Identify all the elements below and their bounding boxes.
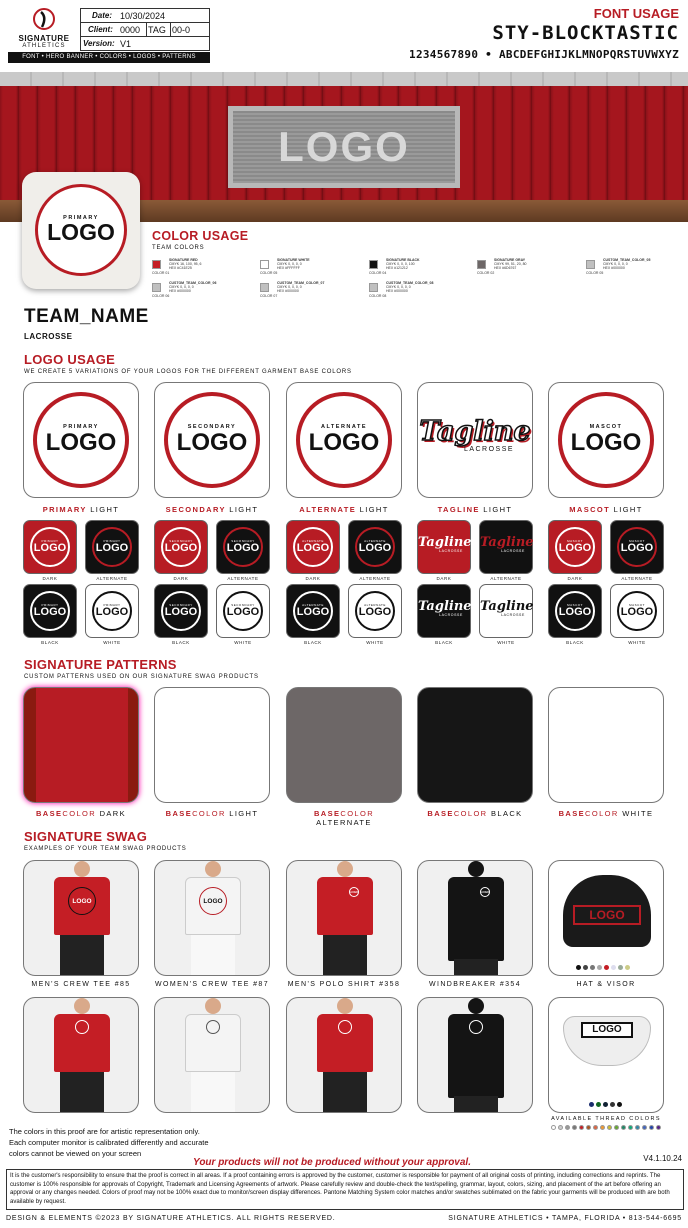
color-code: COLOR 05 bbox=[260, 271, 278, 275]
color-hex: HEX #121212 bbox=[386, 266, 408, 270]
thread-color-dot bbox=[607, 1125, 612, 1130]
tagline-mini: Tagline LACROSSE bbox=[480, 599, 534, 617]
pattern-label: BASECOLOR LIGHT bbox=[165, 809, 259, 818]
color-swatch bbox=[586, 260, 595, 269]
logo-variant-tile bbox=[23, 584, 77, 638]
thread-color-dot bbox=[579, 1125, 584, 1130]
company-address: SIGNATURE ATHLETICS • TAMPA, FLORIDA • 813-544-6695 bbox=[448, 1215, 682, 1222]
mini-logo: SECONDARY LOGO bbox=[223, 591, 263, 631]
pattern-swatch bbox=[154, 687, 270, 803]
shirt-logo: LOGO bbox=[480, 887, 490, 897]
model-pants bbox=[191, 1072, 235, 1113]
tagline-logo bbox=[418, 418, 532, 453]
color-name: SIGNATURE WHITE bbox=[277, 258, 310, 262]
logo-card bbox=[154, 382, 270, 498]
swag-product-image bbox=[417, 997, 533, 1113]
brand-name: SIGNATURE bbox=[18, 34, 70, 43]
logo-variation-label: ALTERNATE LIGHT bbox=[299, 505, 389, 514]
pattern-label: BASECOLOR DARK bbox=[35, 809, 127, 818]
shirt-logo: LOGO bbox=[349, 887, 359, 897]
logo-variation-label: SECONDARY LIGHT bbox=[165, 505, 259, 514]
thread-dot bbox=[611, 965, 616, 970]
logo-variant-tile bbox=[610, 520, 664, 574]
thread-dot bbox=[590, 965, 595, 970]
pattern-label: BASECOLOR BLACK bbox=[427, 809, 523, 818]
swag-product-image bbox=[23, 860, 139, 976]
thread-dot bbox=[583, 965, 588, 970]
logo-variation-label: TAGLINE LIGHT bbox=[437, 505, 513, 514]
mini-logo: PRIMARY LOGO bbox=[30, 591, 70, 631]
mini-logo: ALTERNATE LOGO bbox=[293, 591, 333, 631]
pattern-swatch bbox=[23, 687, 139, 803]
color-hex: HEX #C41E25 bbox=[169, 266, 192, 270]
color-code: COLOR 01 bbox=[152, 271, 170, 275]
footer-note-2: Each computer monitor is calibrated differently and accurate bbox=[9, 1138, 209, 1147]
thread-dot bbox=[610, 1102, 615, 1107]
logo-variant-tile bbox=[85, 520, 139, 574]
logo-circle bbox=[33, 392, 129, 488]
pattern-swatch bbox=[417, 687, 533, 803]
logo-circle bbox=[296, 392, 392, 488]
proof-info-box bbox=[80, 8, 210, 51]
thread-color-dot bbox=[642, 1125, 647, 1130]
tile-label: BLACK bbox=[566, 640, 584, 645]
logo-text: LOGO bbox=[308, 428, 380, 456]
color-hex: HEX #000000 bbox=[277, 289, 299, 293]
team-sport: LACROSSE bbox=[24, 332, 73, 341]
thread-dot bbox=[589, 1102, 594, 1107]
thread-color-dot bbox=[586, 1125, 591, 1130]
date-label: Date: bbox=[92, 11, 113, 20]
color-swatch bbox=[152, 260, 161, 269]
color-name: CUSTOM_TEAM_COLOR_08 bbox=[386, 281, 434, 285]
logo-variation-label: PRIMARY LIGHT bbox=[42, 505, 120, 514]
footer-note-1: The colors in this proof are for artistic representation only. bbox=[9, 1127, 200, 1136]
logo-variant-tile bbox=[348, 520, 402, 574]
patterns-sub: CUSTOM PATTERNS USED ON OUR SIGNATURE SWAG PRODUCTS bbox=[24, 674, 259, 680]
model-pants bbox=[454, 959, 498, 976]
thread-dot bbox=[603, 1102, 608, 1107]
color-info: CMYK 0, 0, 0, 100 bbox=[386, 262, 415, 266]
thread-color-dot bbox=[614, 1125, 619, 1130]
thread-color-dot bbox=[621, 1125, 626, 1130]
thread-color-dot bbox=[600, 1125, 605, 1130]
footer-note-3: colors cannot be viewed on your screen bbox=[9, 1149, 142, 1158]
color-hex: HEX #FFFFFF bbox=[277, 266, 300, 270]
tile-label: DARK bbox=[436, 576, 452, 581]
mini-logo: PRIMARY LOGO bbox=[92, 591, 132, 631]
logo-variation-label: MASCOT LIGHT bbox=[569, 505, 643, 514]
copyright: DESIGN & ELEMENTS ©2023 BY SIGNATURE ATHLETICS. ALL RIGHTS RESERVED. bbox=[6, 1215, 336, 1222]
tile-label: WHITE bbox=[103, 640, 121, 645]
model-head bbox=[468, 998, 484, 1014]
logo-variant-tile bbox=[154, 520, 208, 574]
nav-bar: FONT • HERO BANNER • COLORS • LOGOS • PATTERNS bbox=[8, 52, 210, 63]
model-head bbox=[337, 998, 353, 1014]
logo-circle bbox=[558, 392, 654, 488]
client-value: 0000 bbox=[120, 25, 141, 35]
model-pants bbox=[191, 935, 235, 976]
color-hex: HEX #000000 bbox=[603, 266, 625, 270]
color-swatch bbox=[369, 283, 378, 292]
model-head bbox=[74, 861, 90, 877]
model-head bbox=[337, 861, 353, 877]
header bbox=[0, 0, 688, 66]
color-name: SIGNATURE BLACK bbox=[386, 258, 420, 262]
date-value: 10/30/2024 bbox=[120, 11, 166, 21]
tile-label: ALTERNATE bbox=[96, 576, 128, 581]
logo-usage-title: LOGO USAGE bbox=[24, 352, 116, 367]
shirt-back-logo bbox=[338, 1020, 352, 1034]
thread-color-dot bbox=[628, 1125, 633, 1130]
thread-color-dot bbox=[572, 1125, 577, 1130]
thread-color-dot bbox=[565, 1125, 570, 1130]
swag-label: MEN'S POLO SHIRT #358 bbox=[287, 981, 401, 988]
shirt-back-logo bbox=[469, 1020, 483, 1034]
thread-color-dot bbox=[635, 1125, 640, 1130]
client-tag: TAG bbox=[148, 25, 166, 35]
hero-primary-logo: LOGO bbox=[47, 219, 115, 246]
swag-product-image bbox=[154, 997, 270, 1113]
font-name: STY-BLOCKTASTIC bbox=[492, 22, 679, 44]
logo-variant-tile bbox=[216, 520, 270, 574]
tile-label: ALTERNATE bbox=[490, 576, 522, 581]
swag-product-image bbox=[417, 860, 533, 976]
logo-text: LOGO bbox=[176, 428, 248, 456]
visor-logo-patch: LOGO bbox=[581, 1022, 633, 1038]
version-value: V1 bbox=[120, 39, 132, 49]
model-head bbox=[468, 861, 484, 877]
mini-logo: PRIMARY LOGO bbox=[30, 527, 70, 567]
mini-logo: SECONDARY LOGO bbox=[223, 527, 263, 567]
logo-variant-tile bbox=[286, 584, 340, 638]
font-usage-title: FONT USAGE bbox=[593, 6, 679, 21]
tile-label: WHITE bbox=[497, 640, 515, 645]
color-name: CUSTOM_TEAM_COLOR_06 bbox=[169, 281, 217, 285]
thread-dot bbox=[576, 965, 581, 970]
model-head bbox=[205, 998, 221, 1014]
tile-label: DARK bbox=[173, 576, 189, 581]
tile-label: DARK bbox=[42, 576, 58, 581]
swag-label: WINDBREAKER #354 bbox=[428, 981, 522, 988]
brand-logo-icon bbox=[33, 7, 55, 33]
logo-variant-tile bbox=[479, 520, 533, 574]
mini-logo: ALTERNATE LOGO bbox=[355, 591, 395, 631]
tile-label: ALTERNATE bbox=[227, 576, 259, 581]
color-name: CUSTOM_TEAM_COLOR_05 bbox=[603, 258, 651, 262]
mini-logo: MASCOT LOGO bbox=[617, 591, 657, 631]
color-info: CMYK 0, 0, 0, 0 bbox=[169, 285, 194, 289]
color-code: COLOR 06 bbox=[152, 294, 170, 298]
color-code: COLOR 08 bbox=[369, 294, 387, 298]
swag-label: HAT & VISOR bbox=[576, 981, 636, 988]
swag-sub: EXAMPLES OF YOUR TEAM SWAG PRODUCTS bbox=[24, 846, 187, 852]
swag-product-image bbox=[23, 997, 139, 1113]
model-shirt bbox=[448, 877, 504, 961]
tile-label: BLACK bbox=[304, 640, 322, 645]
tile-label: ALTERNATE bbox=[621, 576, 653, 581]
color-swatch bbox=[477, 260, 486, 269]
shirt-back-logo bbox=[75, 1020, 89, 1034]
doc-version: V4.1.10.24 bbox=[643, 1154, 682, 1163]
color-name: SIGNATURE GRAY bbox=[494, 258, 526, 262]
logo-small-label: MASCOT bbox=[589, 424, 623, 431]
pattern-swatch bbox=[286, 687, 402, 803]
swag-product-image bbox=[548, 997, 664, 1113]
pattern-swatch bbox=[548, 687, 664, 803]
tile-label: ALTERNATE bbox=[359, 576, 391, 581]
color-info: CMYK 0, 0, 0, 0 bbox=[277, 285, 302, 289]
thread-color-dot bbox=[558, 1125, 563, 1130]
color-name: SIGNATURE RED bbox=[169, 258, 198, 262]
color-swatch bbox=[369, 260, 378, 269]
tagline-mini: Tagline LACROSSE bbox=[418, 599, 472, 617]
color-info: CMYK 0, 0, 0, 0 bbox=[277, 262, 302, 266]
logo-small-label: ALTERNATE bbox=[321, 424, 367, 431]
mini-logo: PRIMARY LOGO bbox=[92, 527, 132, 567]
model-head bbox=[205, 861, 221, 877]
color-swatch bbox=[260, 260, 269, 269]
logo-variant-tile bbox=[479, 584, 533, 638]
color-hex: HEX #000000 bbox=[386, 289, 408, 293]
mini-logo: MASCOT LOGO bbox=[555, 591, 595, 631]
swag-title: SIGNATURE SWAG bbox=[24, 829, 148, 844]
color-info: CMYK 99, 51, 20, 80 bbox=[494, 262, 527, 266]
pattern-label: BASECOLOR ALTERNATE bbox=[313, 809, 375, 827]
model-pants bbox=[323, 1072, 367, 1113]
hat-logo-patch: LOGO bbox=[573, 905, 641, 925]
mini-logo: SECONDARY LOGO bbox=[161, 527, 201, 567]
swag-product-image bbox=[548, 860, 664, 976]
color-swatch bbox=[152, 283, 161, 292]
tagline-sport: LACROSSE bbox=[463, 446, 515, 453]
thread-dot bbox=[618, 965, 623, 970]
mini-logo: MASCOT LOGO bbox=[617, 527, 657, 567]
color-hex: HEX #6D6767 bbox=[494, 266, 517, 270]
tile-label: DARK bbox=[567, 576, 583, 581]
thread-color-dot bbox=[649, 1125, 654, 1130]
logo-variant-tile bbox=[548, 520, 602, 574]
mini-logo: ALTERNATE LOGO bbox=[293, 527, 333, 567]
hero-logo-sign bbox=[228, 106, 460, 188]
color-usage-sub: TEAM COLORS bbox=[152, 245, 205, 251]
thread-colors-label: AVAILABLE THREAD COLORS bbox=[551, 1116, 661, 1122]
tile-label: BLACK bbox=[435, 640, 453, 645]
logo-variant-tile bbox=[154, 584, 208, 638]
tagline-mini: Tagline LACROSSE bbox=[418, 535, 472, 553]
logo-variant-tile bbox=[348, 584, 402, 638]
thread-dot bbox=[625, 965, 630, 970]
logo-variant-tile bbox=[23, 520, 77, 574]
logo-small-label: SECONDARY bbox=[187, 424, 237, 431]
swag-label: MEN'S CREW TEE #85 bbox=[31, 981, 131, 988]
hero-logo-text: LOGO bbox=[278, 123, 410, 170]
thread-dot bbox=[597, 965, 602, 970]
color-name: CUSTOM_TEAM_COLOR_07 bbox=[277, 281, 325, 285]
tile-label: BLACK bbox=[41, 640, 59, 645]
brand-sub: ATHLETICS bbox=[22, 43, 66, 49]
tagline-mini: Tagline LACROSSE bbox=[480, 535, 534, 553]
legal-text: It is the customer's responsibility to ensure that the proof is correct in all areas. If a proof containing errors is approved by the customer, customer is responsible for payment of all original costs of printing, including corrections and reprints. The customer is 100% responsible for approvals of Copyright, Trademark and Licensing Agreements of artwork. Please carefully review and double-check the text/spelling, grammar, layout, colors, sizing, and placement of the art before offering an approval or any changes needed. Colors of proof may not be 100% exact due to monitor/screen display differences. Pantone Matching System color matches and/or swatches sublimated on the fabric your garments will be produced with are both available by request. bbox=[6, 1169, 684, 1210]
primary-logo-card bbox=[22, 172, 140, 289]
pattern-label: BASECOLOR WHITE bbox=[558, 809, 654, 818]
thread-color-dot bbox=[656, 1125, 661, 1130]
mini-logo: ALTERNATE LOGO bbox=[355, 527, 395, 567]
color-usage-title: COLOR USAGE bbox=[152, 229, 249, 243]
logo-variant-tile bbox=[286, 520, 340, 574]
color-code: COLOR 04 bbox=[369, 271, 387, 275]
model-shirt bbox=[317, 877, 373, 935]
logo-variant-tile bbox=[417, 584, 471, 638]
thread-dot bbox=[596, 1102, 601, 1107]
logo-text: LOGO bbox=[570, 428, 642, 456]
logo-variant-tile bbox=[610, 584, 664, 638]
team-name: TEAM_NAME bbox=[24, 306, 149, 327]
model-pants bbox=[60, 935, 104, 976]
logo-variant-tile bbox=[548, 584, 602, 638]
model-pants bbox=[323, 935, 367, 976]
tile-label: BLACK bbox=[172, 640, 190, 645]
tile-label: WHITE bbox=[366, 640, 384, 645]
model-pants bbox=[454, 1096, 498, 1113]
client-tag-number: 00-0 bbox=[172, 25, 191, 35]
color-info: CMYK 0, 0, 0, 0 bbox=[386, 285, 411, 289]
tagline-text: Tagline bbox=[419, 416, 531, 447]
model-head bbox=[74, 998, 90, 1014]
logo-card bbox=[548, 382, 664, 498]
shirt-logo: LOGO bbox=[199, 887, 227, 915]
version-label: Version: bbox=[83, 39, 115, 48]
patterns-title: SIGNATURE PATTERNS bbox=[24, 657, 177, 672]
logo-card bbox=[23, 382, 139, 498]
swag-product-image bbox=[286, 860, 402, 976]
logo-small-label: PRIMARY bbox=[63, 424, 99, 431]
logo-circle bbox=[164, 392, 260, 488]
thread-dot bbox=[604, 965, 609, 970]
swag-product-image bbox=[154, 860, 270, 976]
color-info: CMYK 16, 100, 95, 6 bbox=[169, 262, 202, 266]
color-hex: HEX #000000 bbox=[169, 289, 191, 293]
color-info: CMYK 0, 0, 0, 0 bbox=[603, 262, 628, 266]
color-code: COLOR 02 bbox=[477, 271, 495, 275]
client-label: Client: bbox=[88, 25, 113, 34]
mini-logo: MASCOT LOGO bbox=[555, 527, 595, 567]
color-code: COLOR 07 bbox=[260, 294, 278, 298]
font-sample: 1234567890 • ABCDEFGHIJKLMNOPQRSTUVWXYZ bbox=[409, 48, 679, 61]
tile-label: WHITE bbox=[628, 640, 646, 645]
tile-label: WHITE bbox=[234, 640, 252, 645]
shirt-logo: LOGO bbox=[68, 887, 96, 915]
swag-label: WOMEN'S CREW TEE #87 bbox=[155, 981, 269, 988]
logo-card bbox=[286, 382, 402, 498]
thread-color-dot bbox=[593, 1125, 598, 1130]
model-pants bbox=[60, 1072, 104, 1113]
shirt-back-logo bbox=[206, 1020, 220, 1034]
logo-variant-tile bbox=[417, 520, 471, 574]
logo-text: LOGO bbox=[45, 428, 117, 456]
mini-logo: SECONDARY LOGO bbox=[161, 591, 201, 631]
logo-variant-tile bbox=[216, 584, 270, 638]
logo-variant-tile bbox=[85, 584, 139, 638]
logo-usage-sub: WE CREATE 5 VARIATIONS OF YOUR LOGOS FOR THE DIFFERENT GARMENT BASE COLORS bbox=[24, 369, 352, 375]
swag-product-image bbox=[286, 997, 402, 1113]
color-swatch bbox=[260, 283, 269, 292]
approval-notice: Your products will not be produced without your approval. bbox=[193, 1157, 471, 1168]
thread-dot bbox=[617, 1102, 622, 1107]
thread-color-dot bbox=[551, 1125, 556, 1130]
color-code: COLOR 05 bbox=[586, 271, 604, 275]
hero-primary-small: PRIMARY bbox=[63, 214, 99, 221]
logo-card bbox=[417, 382, 533, 498]
tile-label: DARK bbox=[305, 576, 321, 581]
